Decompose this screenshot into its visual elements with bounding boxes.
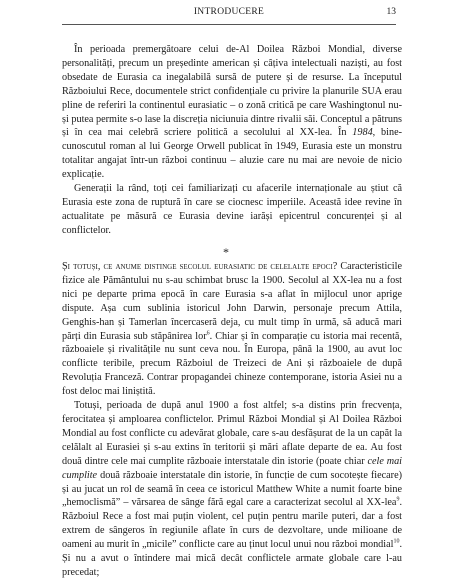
chapter-title: INTRODUCERE — [193, 7, 265, 17]
page-number: 13 — [386, 7, 396, 17]
paragraph-1: În perioada premergătoare celui de-Al Doilea Război Mondial, diverse personalități, precum un președinte american și câțiva intelectuali naziști, au fost obsedate de Eurasia ca inegalabilă sursă de putere și de resurse. La începutul Războiului Rece, documentele strict confidențiale cu privire la planurile SUA erau pline de referiri la continentul eurasiatic – o zonă critică pe care Washingtonul nu-și putea permite s-o lase la discreția niciunuia dintre rivalii săi. Conceptul a pătruns și în cea mai celebră scriere politică a secolului al XX-lea. În 1984, bine-cunoscutul roman al lui George Orwell publicat în 1949, Eurasia este un monstru totalitar angajat într-un război continuu – aluzie care nu mai are nevoie de nicio explicație. — [62, 44, 402, 181]
section-separator: * — [223, 245, 229, 259]
footnote-ref: 9 — [396, 497, 400, 504]
running-header — [62, 4, 396, 25]
footnote-ref: 6 — [206, 330, 210, 337]
text-block-bottom — [62, 260, 402, 580]
paragraph-2: Generații la rând, toți cei familiarizați cu afacerile internaționale au știut că Eurasia este zona de ruptură în care se ciocnesc imperiile. Această idee revine în actualitate pe măsură ce Eurasia devine iarăși epicentrul concurenței și al conflictelor. — [62, 183, 402, 236]
footnote-ref: 10 — [393, 538, 400, 545]
paragraph-4: Totuși, perioada de după anul 1900 a fost altfel; s-a distins prin frecvența, ferocitatea și amploarea conflictelor. Primul Război Mondial și Al Doilea Război Mondial au fost conflicte cu adevărat globale, care s-au desfășurat de la un capăt la celălalt al Eurasiei și s-au extins în teritorii și mări aflate departe de ea. Au fost două dintre cele mai cumplite războaie interstatale din istorie (poate chiar cele mai cumplite două războaie interstatale din istorie, în funcție de cum socotește fiecare) și au jucat un rol de seamă în ceea ce istoricul Matthew White a numit foarte bine „hemoclismă” – vărsarea de sânge fără egal care a caracterizat secolul al XX-lea$^9$. Războiul Rece a fost mai puțin violent, cel puțin pentru marile puteri, dar a fost extrem de sângeros în regiunile aflate în curs de dezvoltare, unde milioane de oameni au murit în „micile” conflicte care au ținut locul unui nou război mondial$^{10}$. Și nu a avut o întindere mai mică decât conflictele armate globale care l-au precedat; — [62, 400, 402, 578]
paragraph-3: Și totuși, ce anume distinge secolul eurasiatic de celelalte epoci? Caracteristicile fizice ale Pământului nu s-au schimbat brusc la 1900. Secolul al XX-lea nu a fost nici pe departe prima epocă în care Eurasia s-a aflat în mijlocul unor aprige dispute. Așa cum sublinia istoricul John Darwin, personaje precum Attila, Genghis-han și Tamerlan încercaseră deja, cu mult timp în urmă, să aducă mari părți din Eurasia sub stăpânirea lor$^6$. Chiar și în comparație cu istoria mai recentă, războaiele și rivalitățile nu sunt ceva nou. În Europa, până la 1900, au avut loc conflicte teribile, precum Războiul de Treizeci de Ani și războaiele de după Revoluția Franceză. Contrar propagandei chineze contemporane, istoria Asiei nu a fost deloc mai liniștită. — [62, 261, 402, 398]
text-block-top — [62, 43, 402, 238]
section-heading: Și totuși, ce anume distinge secolul eurasiatic de celelalte epoci? — [62, 261, 338, 272]
